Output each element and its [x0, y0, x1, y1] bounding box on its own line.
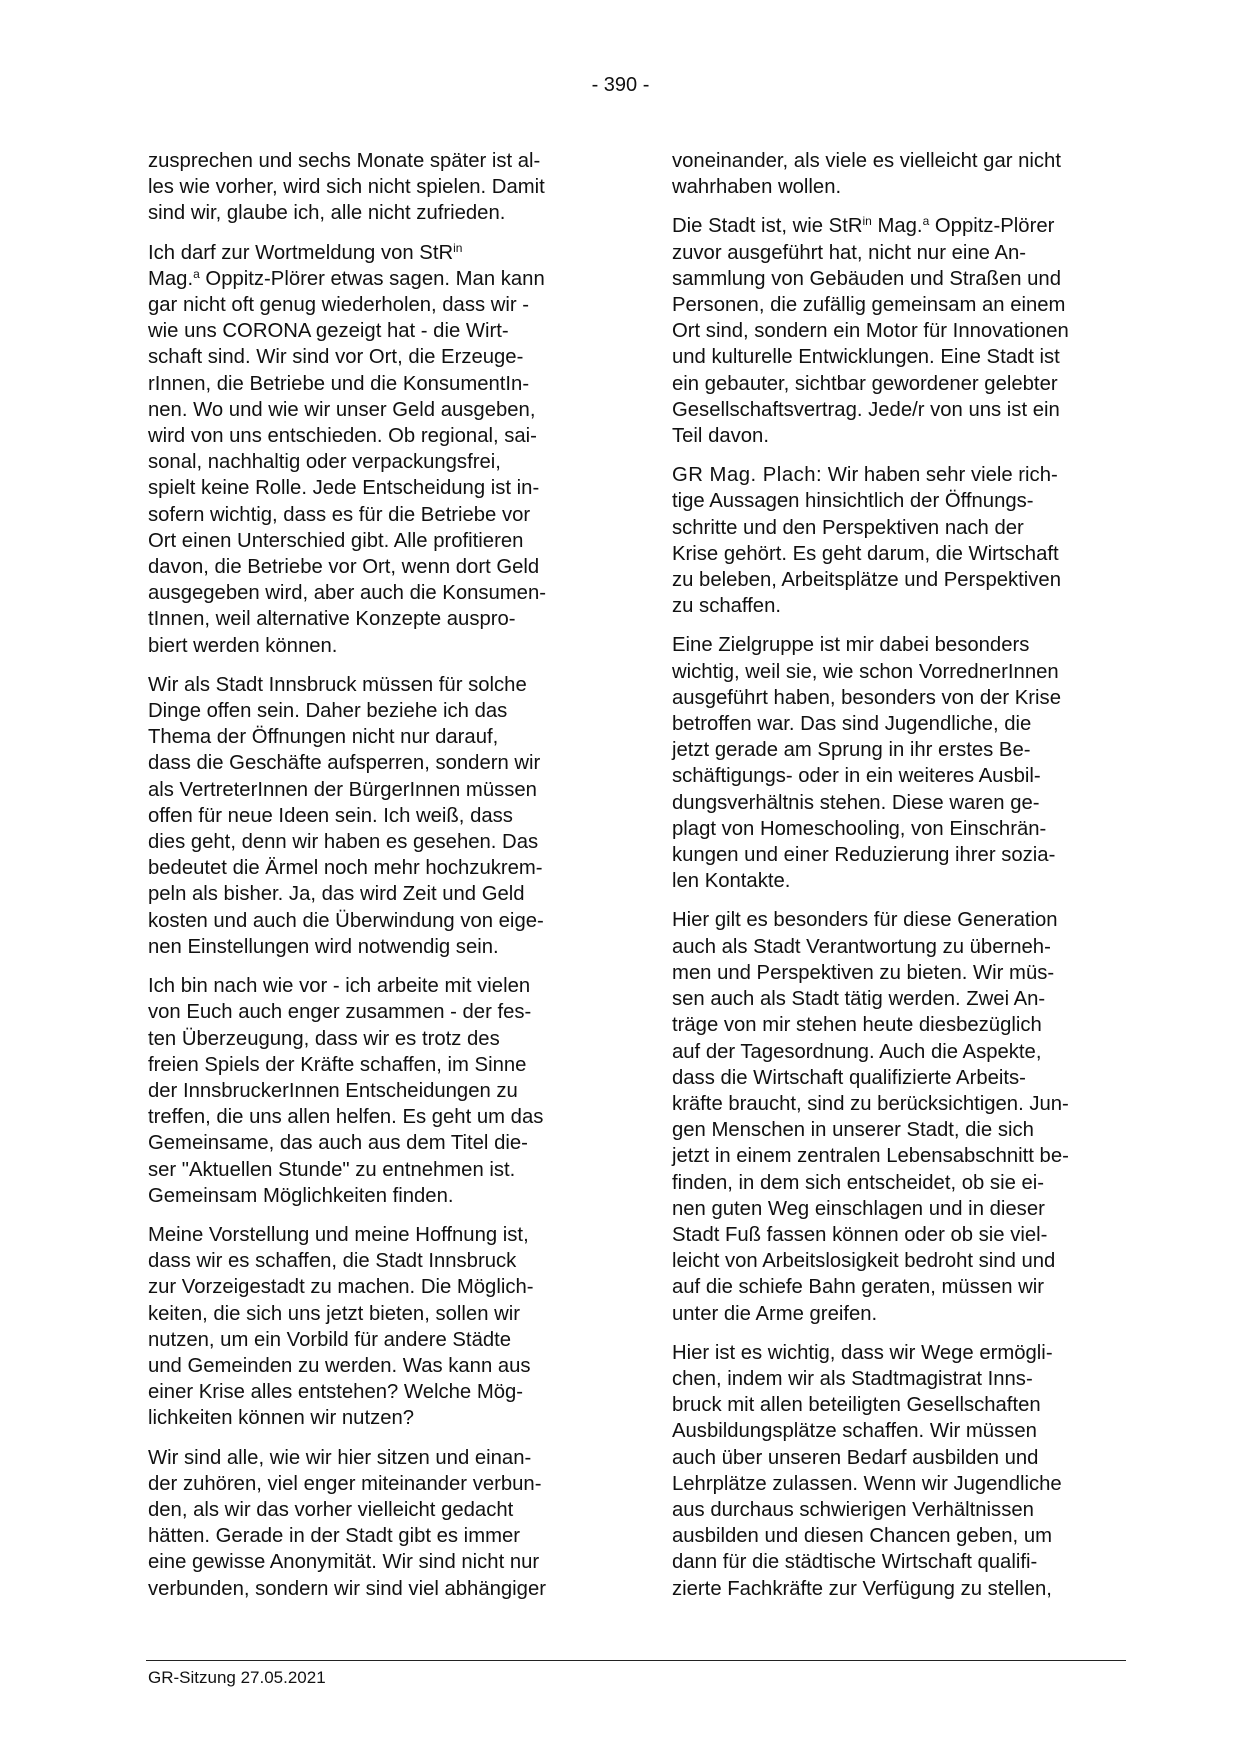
footer-session-date: GR-Sitzung 27.05.2021 [148, 1668, 326, 1687]
paragraph: Wir sind alle, wie wir hier sitzen und einan- der zuhören, viel enger miteinander verbun- den, als wir das vorher vielleicht gedacht hätten. Gerade in der Stadt gibt es immer eine gewisse Anonymität. Wir sind nicht nur verbunden, sondern wir sind viel abhängiger [148, 1446, 546, 1600]
paragraph [148, 240, 596, 659]
paragraph-text: Oppitz-Plörer etwas sagen. Man kann gar nicht oft genug wiederholen, dass wir - wie uns CORONA gezeigt hat - die Wirt- schaft sind. Wir sind vor Ort, die Erzeuge- rInnen, die Betriebe und die KonsumentIn- nen. Wo und wie wir unser Geld ausgeben, wird von uns entschieden. Ob regional, sai- sonal, nachhaltig oder verpackungsfrei, spielt keine Rolle. Jede Entscheidung ist in- sofern wichtig, dass es für die Betriebe vor Ort einen Unterschied gibt. Alle profitieren davon, die Betriebe vor Ort, wenn dort Geld ausgegeben wird, aber auch die Konsumen- tInnen, weil alternative Konzepte auspro- biert werden können. [148, 267, 546, 657]
paragraph: Ich bin nach wie vor - ich arbeite mit vielen von Euch auch enger zusammen - der fes- ten Überzeugung, dass wir es trotz des freien Spiels der Kräfte schaffen, im Sinne der InnsbruckerInnen Entscheidungen zu treffen, die uns allen helfen. Es geht um das Gemeinsame, das auch aus dem Titel die- ser "Aktuellen Stunde" zu entnehmen ist. Gemeinsam Möglichkeiten finden. [148, 975, 544, 1207]
paragraph-text: Mag. [871, 215, 923, 238]
paragraph [672, 462, 1120, 619]
superscript: in [862, 214, 872, 229]
page-number: - 390 - [591, 74, 650, 96]
right-column [672, 148, 1120, 1615]
paragraph-text: Oppitz-Plörer zuvor ausgeführt hat, nicht nur eine An- sammlung von Gebäuden und Straßen und Personen, die zufällig gemeinsam an einem Ort sind, sondern ein Motor für Innovationen und kulturelle Entwicklungen. Eine Stadt ist ein gebauter, sichtbar gewordener gelebter Gesellschaftsvertrag. Jede/r von uns ist ein Teil davon. [672, 215, 1069, 448]
paragraph: zusprechen und sechs Monate später ist al- les wie vorher, wird sich nicht spielen. Damit sind wir, glaube ich, alle nicht zufrieden. [148, 150, 545, 225]
paragraph-text: Mag. [148, 267, 194, 290]
paragraph-text: Die Stadt ist, wie StR [672, 215, 863, 238]
paragraph: Meine Vorstellung und meine Hoffnung ist, dass wir es schaffen, die Stadt Innsbruck zur Vorzeigestadt zu machen. Die Möglich- keiten, die sich uns jetzt bieten, sollen wir nutzen, um ein Vorbild für andere Städte und Gemeinden zu werden. Was kann aus einer Krise alles entstehen? Welche Mög- lichkeiten können wir nutzen? [148, 1223, 534, 1430]
speaker-label: GR Mag. Plach: [672, 464, 823, 487]
paragraph: voneinander, als viele es vielleicht gar nicht wahrhaben wollen. [672, 150, 1061, 199]
left-column [148, 148, 596, 1615]
footer-divider [146, 1660, 1126, 1661]
superscript: a [193, 266, 200, 281]
superscript: a [922, 214, 930, 229]
paragraph: Wir als Stadt Innsbruck müssen für solche Dinge offen sein. Daher beziehe ich das Thema der Öffnungen nicht nur darauf, dass die Geschäfte aufsperren, sondern wir als VertreterInnen der BürgerInnen müssen offen für neue Ideen sein. Ich weiß, dass dies geht, denn wir haben es gesehen. Das bedeutet die Ärmel noch mehr hochzukrem- peln als bisher. Ja, das wird Zeit und Geld kosten und auch die Überwindung von eige- nen Einstellungen wird notwendig sein. [148, 673, 544, 958]
paragraph: Eine Zielgruppe ist mir dabei besonders wichtig, weil sie, wie schon VorrednerInnen ausgeführt haben, besonders von der Krise betroffen war. Das sind Jugendliche, die jetzt gerade am Sprung in ihr erstes Be- schäftigungs- oder in ein weiteres Ausbil- dungsverhältnis stehen. Diese waren ge- plagt von Homeschooling, von Einschrän- kungen und einer Reduzierung ihrer sozia- len Kontakte. [672, 634, 1061, 893]
paragraph: Hier gilt es besonders für diese Generation auch als Stadt Verantwortung zu überneh- men und Perspektiven zu bieten. Wir müs- sen auch als Stadt tätig werden. Zwei An- träge von mir stehen heute diesbezüglich auf der Tagesordnung. Auch die Aspekte, dass die Wirtschaft qualifizierte Arbeits- kräfte braucht, sind zu berücksichtigen. Jun- gen Menschen in unserer Stadt, die sich jetzt in einem zentralen Lebensabschnitt be- finden, in dem sich entscheidet, ob sie ei- nen guten Weg einschlagen und in dieser Stadt Fuß fassen können oder ob sie viel- leicht von Arbeitslosigkeit bedroht sind und auf die schiefe Bahn geraten, müssen wir unter die Arme greifen. [672, 909, 1069, 1325]
paragraph: Hier ist es wichtig, dass wir Wege ermögli- chen, indem wir als Stadtmagistrat Inns- bruck mit allen beteiligten Gesellschaften Ausbildungsplätze schaffen. Wir müssen auch über unseren Bedarf ausbilden und Lehrplätze zulassen. Wenn wir Jugendliche aus durchaus schwierigen Verhältnissen ausbilden und diesen Chancen geben, um dann für die städtische Wirtschaft qualifi- zierte Fachkräfte zur Verfügung zu stellen, [672, 1341, 1062, 1600]
paragraph-text: Ich darf zur Wortmeldung von StR [148, 241, 454, 264]
superscript: in [453, 240, 463, 255]
paragraph [672, 213, 1120, 449]
paragraph-text: Wir haben sehr viele rich- tige Aussagen hinsichtlich der Öffnungs- schritte und den Perspektiven nach der Krise gehört. Es geht darum, die Wirtschaft zu beleben, Arbeitsplätze und Perspektiven zu schaffen. [672, 464, 1061, 618]
